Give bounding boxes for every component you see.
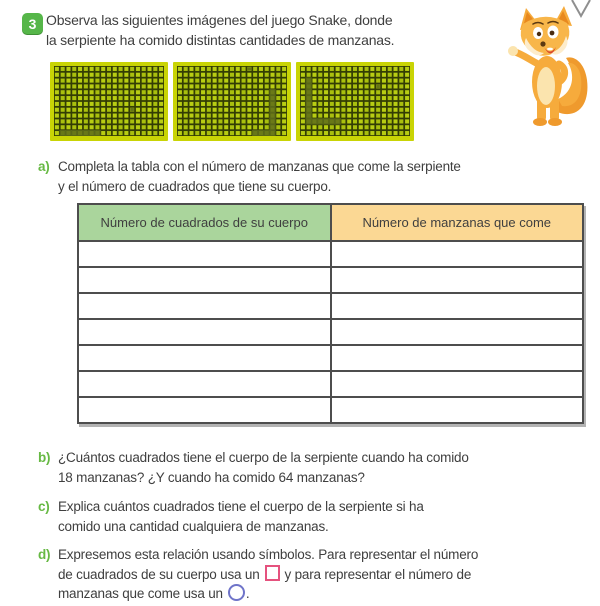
cuadrados-answer-cell[interactable]: [78, 267, 331, 293]
cuadrados-answer-cell[interactable]: [78, 345, 331, 371]
section-d-line-3-end: .: [245, 586, 250, 601]
section-c-line-1: Explica cuántos cuadrados tiene el cuerpo de la serpiente si ha: [58, 499, 424, 514]
snake-screenshot-3: [296, 62, 414, 141]
section-d: [38, 545, 578, 604]
section-b-line-2: 18 manzanas? ¿Y cuando ha comido 64 manzanas?: [58, 469, 365, 485]
manzanas-answer-cell[interactable]: [331, 267, 584, 293]
snake-grid-3: [300, 66, 410, 136]
manzanas-answer-cell[interactable]: [331, 293, 584, 319]
table-row: [78, 267, 583, 293]
manzanas-answer-cell[interactable]: [331, 241, 584, 267]
snake-grid-2: [177, 66, 287, 136]
intro-line-2: la serpiente ha comido distintas cantidades de manzanas.: [46, 32, 395, 48]
snake-screenshots-row: [50, 62, 414, 141]
square-symbol: [265, 565, 280, 581]
table-row: [78, 319, 583, 345]
section-a-label: a): [38, 159, 50, 174]
exercise-intro-text: [46, 10, 496, 50]
section-d-label: d): [38, 547, 51, 562]
table-row: [78, 345, 583, 371]
section-d-line-1: Expresemos esta relación usando símbolos. Para representar el número: [58, 547, 479, 562]
section-d-line-3-pre: manzanas que come usa un: [58, 586, 223, 601]
manzanas-answer-cell[interactable]: [331, 397, 584, 423]
manzanas-answer-cell[interactable]: [331, 319, 584, 345]
section-a-line-1: Completa la tabla con el número de manzanas que come la serpiente: [58, 159, 461, 174]
snake-screenshot-1: [50, 62, 168, 141]
section-a-line-2: y el número de cuadrados que tiene su cuerpo.: [58, 178, 332, 194]
manzanas-answer-cell[interactable]: [331, 345, 584, 371]
section-d-line-2-post: y para representar el número de: [284, 566, 472, 582]
table-row: [78, 397, 583, 423]
section-b-line-1: ¿Cuántos cuadrados tiene el cuerpo de la serpiente cuando ha comido: [58, 450, 469, 465]
fox-mascot-illustration: [500, 0, 596, 132]
section-c-label: c): [38, 499, 50, 514]
circle-symbol: [228, 584, 245, 601]
table-header-row: [78, 204, 583, 241]
table-row: [78, 241, 583, 267]
section-d-line-2-pre: de cuadrados de su cuerpo usa un: [58, 566, 260, 582]
cuadrados-answer-cell[interactable]: [78, 293, 331, 319]
table-row: [78, 293, 583, 319]
section-c-line-2: comido una cantidad cualquiera de manzanas.: [58, 518, 329, 534]
section-c: [38, 497, 578, 536]
header-manzanas: Número de manzanas que come: [331, 204, 584, 241]
cuadrados-answer-cell[interactable]: [78, 371, 331, 397]
section-b-label: b): [38, 450, 51, 465]
manzanas-answer-cell[interactable]: [331, 371, 584, 397]
section-a: [38, 157, 578, 196]
answer-table: [77, 203, 584, 424]
header-cuadrados: Número de cuadrados de su cuerpo: [78, 204, 331, 241]
answer-table-body: [78, 241, 583, 423]
snake-grid-1: [54, 66, 164, 136]
cuadrados-answer-cell[interactable]: [78, 319, 331, 345]
section-b: [38, 448, 578, 487]
table-row: [78, 371, 583, 397]
cuadrados-answer-cell[interactable]: [78, 397, 331, 423]
intro-line-1: Observa las siguientes imágenes del juego Snake, donde: [46, 12, 393, 28]
cuadrados-answer-cell[interactable]: [78, 241, 331, 267]
exercise-number-badge: 3: [22, 13, 43, 34]
snake-screenshot-2: [173, 62, 291, 141]
